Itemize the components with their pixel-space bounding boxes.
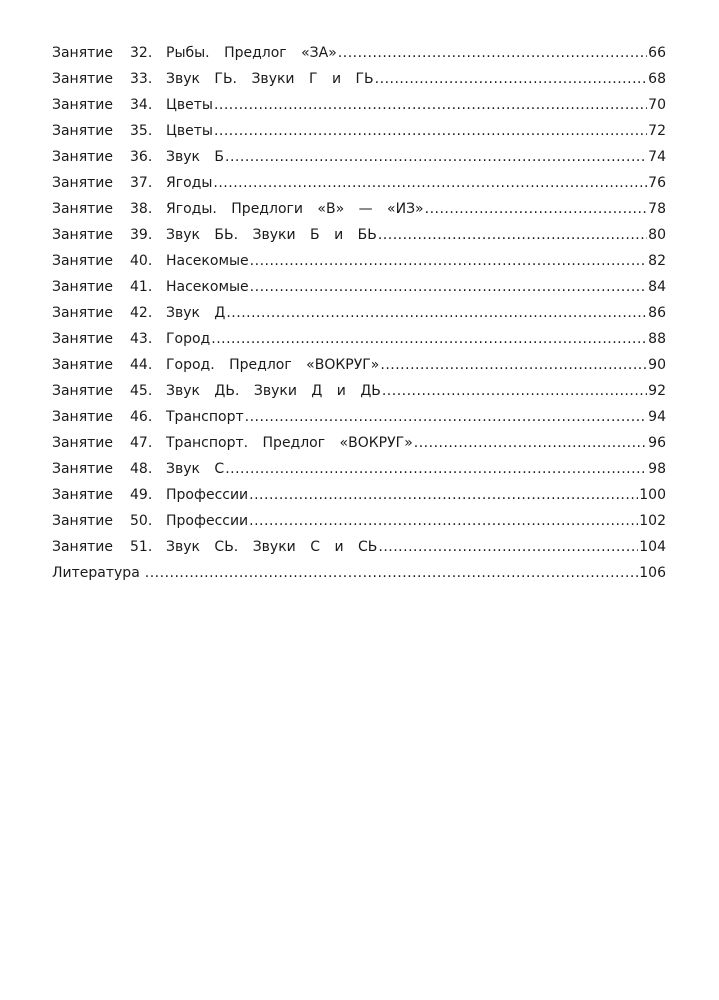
toc-entry[interactable] xyxy=(52,40,666,66)
lesson-title: Город. Предлог «ВОКРУГ» xyxy=(166,357,380,373)
lesson-label: Занятие xyxy=(52,409,113,425)
lesson-number: 36. xyxy=(130,149,153,165)
lesson-number: 49. xyxy=(130,487,153,503)
toc-leader xyxy=(166,118,666,144)
lesson-label: Занятие xyxy=(52,201,113,217)
page-number: 82 xyxy=(648,253,666,269)
dot-leader xyxy=(380,352,647,378)
lesson-label: Занятие xyxy=(52,305,113,321)
lesson-number: 44. xyxy=(130,357,153,373)
toc-leader xyxy=(166,222,666,248)
toc-leader xyxy=(166,196,666,222)
lesson-label: Занятие xyxy=(52,539,113,555)
lesson-number: 50. xyxy=(130,513,153,529)
toc-leader xyxy=(166,40,666,66)
lesson-title: Звук Б xyxy=(166,149,225,165)
lesson-label: Занятие xyxy=(52,97,113,113)
lesson-title: Цветы xyxy=(166,123,213,139)
lesson-number: 42. xyxy=(130,305,153,321)
lesson-title: Ягоды xyxy=(166,175,213,191)
toc-entry[interactable] xyxy=(52,326,666,352)
dot-leader xyxy=(338,40,647,66)
lesson-label: Занятие xyxy=(52,331,113,347)
dot-leader xyxy=(145,560,638,586)
toc-leader xyxy=(166,508,666,534)
toc-leader xyxy=(166,326,666,352)
lesson-title: Цветы xyxy=(166,97,213,113)
lesson-label: Занятие xyxy=(52,71,113,87)
toc-entry[interactable] xyxy=(52,404,666,430)
page-number: 104 xyxy=(639,539,666,555)
lesson-label: Занятие xyxy=(52,461,113,477)
toc-leader xyxy=(166,534,666,560)
dot-leader xyxy=(378,534,638,560)
toc-entry[interactable] xyxy=(52,430,666,456)
toc-leader xyxy=(166,66,666,92)
toc-entry[interactable] xyxy=(52,534,666,560)
lesson-number: 38. xyxy=(130,201,153,217)
lesson-number: 37. xyxy=(130,175,153,191)
lesson-number: 46. xyxy=(130,409,153,425)
lesson-number: 32. xyxy=(130,45,153,61)
lesson-label: Занятие xyxy=(52,123,113,139)
toc-entry[interactable] xyxy=(52,378,666,404)
page-number: 92 xyxy=(648,383,666,399)
toc-leader xyxy=(166,430,666,456)
toc-leader xyxy=(166,300,666,326)
lesson-label: Занятие xyxy=(52,175,113,191)
dot-leader xyxy=(414,430,647,456)
dot-leader xyxy=(211,326,647,352)
toc-entry-literature[interactable] xyxy=(52,560,666,586)
lesson-number: 35. xyxy=(130,123,153,139)
lesson-number: 41. xyxy=(130,279,153,295)
page-number: 74 xyxy=(648,149,666,165)
lesson-title: Насекомые xyxy=(166,279,249,295)
toc-leader xyxy=(166,274,666,300)
page-number: 106 xyxy=(639,565,666,581)
toc-leader xyxy=(166,482,666,508)
toc-leader xyxy=(166,352,666,378)
lesson-label: Занятие xyxy=(52,513,113,529)
page-number: 102 xyxy=(639,513,666,529)
dot-leader xyxy=(245,404,648,430)
lesson-title: Звук Д xyxy=(166,305,226,321)
toc-entry[interactable] xyxy=(52,248,666,274)
lesson-number: 48. xyxy=(130,461,153,477)
lesson-title: Ягоды. Предлоги «В» — «ИЗ» xyxy=(166,201,424,217)
lesson-number: 51. xyxy=(130,539,153,555)
page-number: 90 xyxy=(648,357,666,373)
page-number: 76 xyxy=(648,175,666,191)
dot-leader xyxy=(249,508,638,534)
dot-leader xyxy=(382,378,647,404)
lesson-title: Звук ГЬ. Звуки Г и ГЬ xyxy=(166,71,374,87)
page-number: 98 xyxy=(648,461,666,477)
toc-entry[interactable] xyxy=(52,170,666,196)
lesson-title: Звук БЬ. Звуки Б и БЬ xyxy=(166,227,377,243)
lesson-label: Занятие xyxy=(52,435,113,451)
dot-leader xyxy=(378,222,647,248)
dot-leader xyxy=(250,248,648,274)
lesson-title: Звук ДЬ. Звуки Д и ДЬ xyxy=(166,383,381,399)
page-number: 70 xyxy=(648,97,666,113)
lesson-title: Транспорт xyxy=(166,409,244,425)
toc-entry[interactable] xyxy=(52,508,666,534)
lesson-label: Занятие xyxy=(52,227,113,243)
table-of-contents xyxy=(52,40,666,586)
toc-entry[interactable] xyxy=(52,274,666,300)
toc-leader xyxy=(166,144,666,170)
toc-leader xyxy=(166,456,666,482)
page-number: 78 xyxy=(648,201,666,217)
lesson-number: 33. xyxy=(130,71,153,87)
dot-leader xyxy=(214,118,647,144)
lesson-number: 45. xyxy=(130,383,153,399)
page-number: 96 xyxy=(648,435,666,451)
toc-entry[interactable] xyxy=(52,222,666,248)
page-number: 100 xyxy=(639,487,666,503)
toc-leader xyxy=(166,170,666,196)
lesson-label: Занятие xyxy=(52,279,113,295)
lesson-label: Занятие xyxy=(52,357,113,373)
lesson-label: Занятие xyxy=(52,487,113,503)
page-number: 84 xyxy=(648,279,666,295)
toc-leader xyxy=(166,92,666,118)
toc-entry[interactable] xyxy=(52,118,666,144)
toc-leader xyxy=(52,560,666,586)
lesson-title: Насекомые xyxy=(166,253,249,269)
toc-entry[interactable] xyxy=(52,456,666,482)
dot-leader xyxy=(250,274,648,300)
dot-leader xyxy=(375,66,648,92)
page-number: 66 xyxy=(648,45,666,61)
lesson-label: Занятие xyxy=(52,149,113,165)
toc-leader xyxy=(166,404,666,430)
dot-leader xyxy=(425,196,648,222)
page-number: 94 xyxy=(648,409,666,425)
dot-leader xyxy=(226,300,647,326)
toc-entry[interactable] xyxy=(52,196,666,222)
toc-leader xyxy=(166,248,666,274)
lesson-title: Звук СЬ. Звуки С и СЬ xyxy=(166,539,378,555)
lesson-number: 47. xyxy=(130,435,153,451)
lesson-number: 34. xyxy=(130,97,153,113)
dot-leader xyxy=(249,482,638,508)
page-number: 68 xyxy=(648,71,666,87)
page-number: 72 xyxy=(648,123,666,139)
toc-leader xyxy=(166,378,666,404)
lesson-number: 43. xyxy=(130,331,153,347)
page-number: 86 xyxy=(648,305,666,321)
dot-leader xyxy=(213,170,647,196)
lesson-title: Транспорт. Предлог «ВОКРУГ» xyxy=(166,435,413,451)
lesson-number: 39. xyxy=(130,227,153,243)
lesson-title: Город xyxy=(166,331,211,347)
lesson-label: Занятие xyxy=(52,253,113,269)
lesson-title: Звук С xyxy=(166,461,225,477)
dot-leader xyxy=(225,456,647,482)
dot-leader xyxy=(225,144,647,170)
lesson-label: Занятие xyxy=(52,45,113,61)
page-number: 80 xyxy=(648,227,666,243)
lesson-title: Профессии xyxy=(166,487,249,503)
dot-leader xyxy=(214,92,647,118)
lesson-number: 40. xyxy=(130,253,153,269)
page-number: 88 xyxy=(648,331,666,347)
toc-entry[interactable] xyxy=(52,144,666,170)
toc-entry[interactable] xyxy=(52,300,666,326)
toc-entry[interactable] xyxy=(52,66,666,92)
lesson-title: Профессии xyxy=(166,513,249,529)
toc-entry[interactable] xyxy=(52,482,666,508)
lesson-title: Рыбы. Предлог «ЗА» xyxy=(166,45,337,61)
lesson-label: Занятие xyxy=(52,383,113,399)
toc-entry[interactable] xyxy=(52,92,666,118)
literature-title: Литература xyxy=(52,565,140,581)
toc-entry[interactable] xyxy=(52,352,666,378)
